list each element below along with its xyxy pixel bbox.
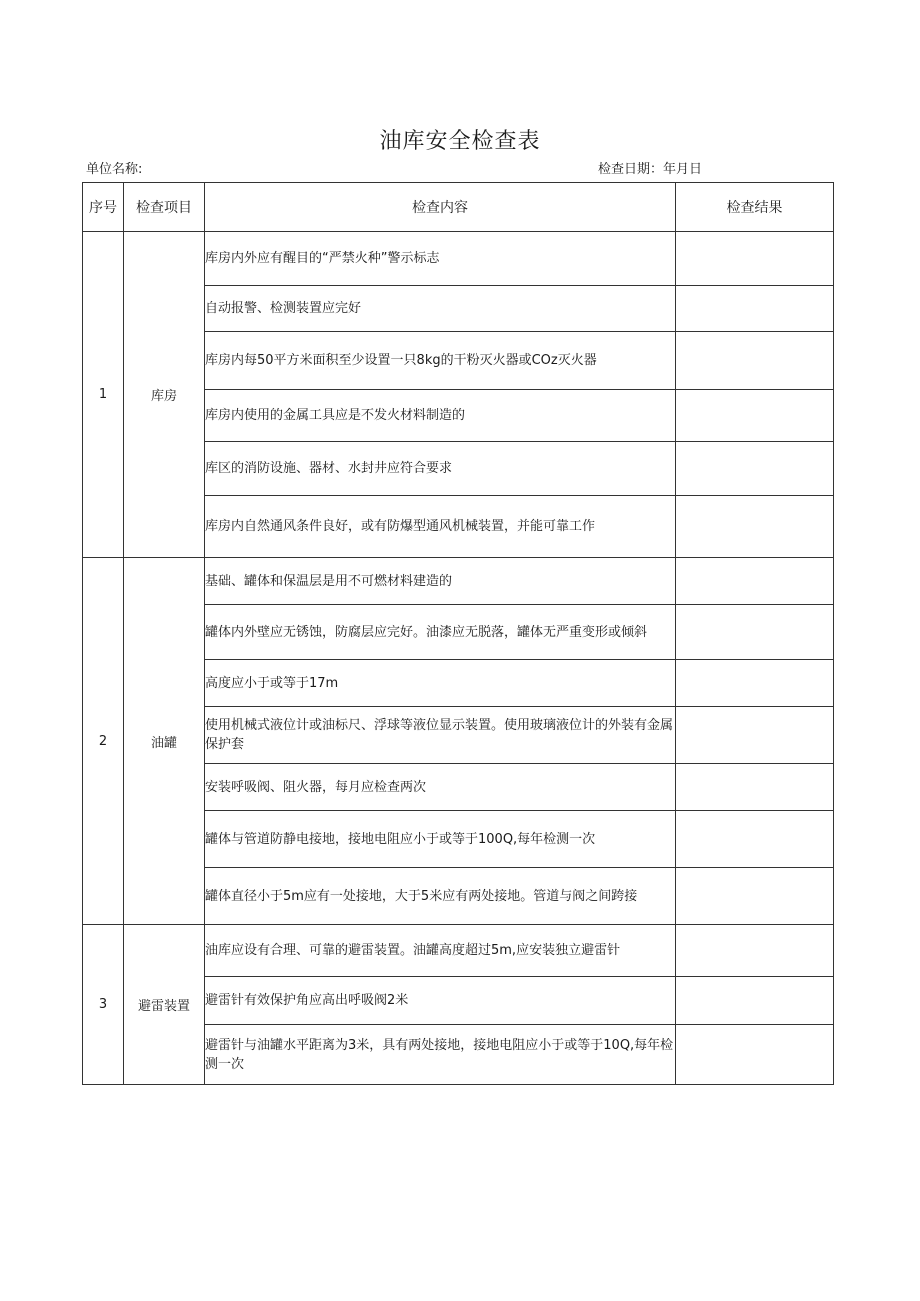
check-result-cell[interactable] <box>676 868 834 925</box>
section-item: 避雷装置 <box>124 925 205 1085</box>
section-seq: 2 <box>83 558 124 925</box>
header-content: 检查内容 <box>205 183 676 232</box>
check-result-cell[interactable] <box>676 390 834 442</box>
check-content: 基础、罐体和保温层是用不可燃材料建造的 <box>205 558 676 605</box>
check-content: 避雷针与油罐水平距离为3米，具有两处接地，接地电阻应小于或等于10Q,每年检测一次 <box>205 1025 676 1085</box>
table-header-row <box>83 183 834 232</box>
check-result-cell[interactable] <box>676 558 834 605</box>
table-row <box>83 925 834 977</box>
section-item: 油罐 <box>124 558 205 925</box>
check-result-cell[interactable] <box>676 286 834 332</box>
check-content: 安装呼吸阀、阻火器，每月应检查两次 <box>205 764 676 811</box>
check-content: 油库应设有合理、可靠的避雷装置。油罐高度超过5m,应安装独立避雷针 <box>205 925 676 977</box>
check-content: 库房内自然通风条件良好，或有防爆型通风机械装置，并能可靠工作 <box>205 496 676 558</box>
table-row <box>83 232 834 286</box>
inspection-date-label: 检查日期：年月日 <box>598 162 703 177</box>
header-result: 检查结果 <box>676 183 834 232</box>
check-result-cell[interactable] <box>676 605 834 660</box>
section-seq: 3 <box>83 925 124 1085</box>
inspection-table <box>82 182 834 1085</box>
check-content: 罐体与管道防静电接地，接地电阻应小于或等于100Q,每年检测一次 <box>205 811 676 868</box>
check-content: 高度应小于或等于17m <box>205 660 676 707</box>
check-content: 避雷针有效保护角应高出呼吸阀2米 <box>205 977 676 1025</box>
check-result-cell[interactable] <box>676 232 834 286</box>
check-result-cell[interactable] <box>676 977 834 1025</box>
check-content: 库区的消防设施、器材、水封井应符合要求 <box>205 442 676 496</box>
check-result-cell[interactable] <box>676 764 834 811</box>
check-content: 罐体直径小于5m应有一处接地，大于5米应有两处接地。管道与阀之间跨接 <box>205 868 676 925</box>
check-result-cell[interactable] <box>676 707 834 764</box>
check-result-cell[interactable] <box>676 660 834 707</box>
check-content: 库房内使用的金属工具应是不发火材料制造的 <box>205 390 676 442</box>
check-result-cell[interactable] <box>676 332 834 390</box>
page-title: 油库安全检查表 <box>379 129 541 154</box>
check-result-cell[interactable] <box>676 1025 834 1085</box>
check-result-cell[interactable] <box>676 442 834 496</box>
header-item: 检查项目 <box>124 183 205 232</box>
header-seq: 序号 <box>83 183 124 232</box>
check-content: 自动报警、检测装置应完好 <box>205 286 676 332</box>
check-result-cell[interactable] <box>676 811 834 868</box>
table-row <box>83 558 834 605</box>
check-content: 使用机械式液位计或油标尺、浮球等液位显示装置。使用玻璃液位计的外装有金属保护套 <box>205 707 676 764</box>
check-result-cell[interactable] <box>676 925 834 977</box>
section-seq: 1 <box>83 232 124 558</box>
check-result-cell[interactable] <box>676 496 834 558</box>
section-item: 库房 <box>124 232 205 558</box>
check-content: 库房内外应有醒目的“严禁火种”警示标志 <box>205 232 676 286</box>
check-content: 罐体内外壁应无锈蚀，防腐层应完好。油漆应无脱落，罐体无严重变形或倾斜 <box>205 605 676 660</box>
unit-name-label: 单位名称: <box>86 162 143 177</box>
check-content: 库房内每50平方米面积至少设置一只8kg的干粉灭火器或COz灭火器 <box>205 332 676 390</box>
